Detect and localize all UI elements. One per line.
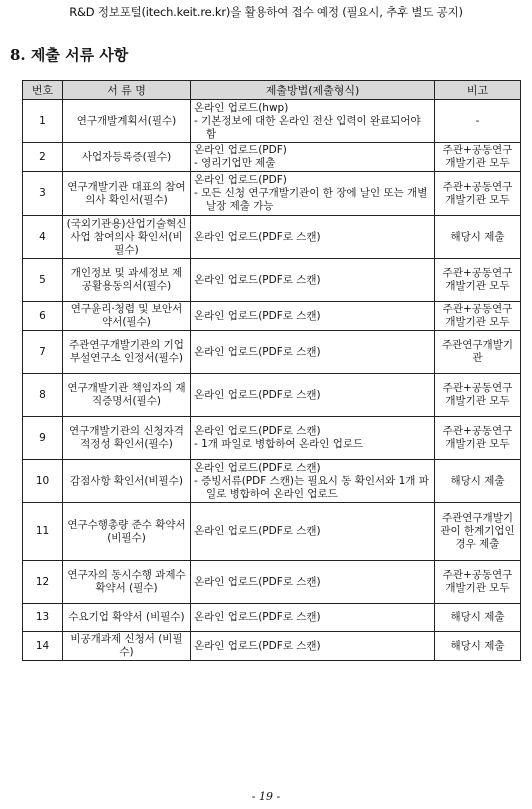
method-detail: - 증빙서류(PDF 스캔)는 필요시 동 확인서와 1개 파일로 병합하여 온라인 업로드 — [194, 474, 429, 500]
row-number: 2 — [23, 143, 63, 172]
table-row — [23, 100, 521, 143]
document-name: 개인정보 및 과세정보 제공활용동의서(필수) — [63, 259, 191, 302]
remarks: 주관+공동연구개발기관 모두 — [435, 259, 521, 302]
document-name: 연구개발계획서(필수) — [63, 100, 191, 143]
submission-method — [191, 503, 435, 561]
submission-method — [191, 331, 435, 374]
row-number: 10 — [23, 460, 63, 503]
submission-method — [191, 374, 435, 417]
submission-method — [191, 632, 435, 661]
table-row — [23, 216, 521, 259]
header-remarks: 비고 — [435, 81, 521, 100]
submission-method — [191, 100, 435, 143]
table-row — [23, 632, 521, 661]
method-main: 온라인 업로드(PDF로 스캔) — [194, 230, 321, 243]
table-header-row — [23, 81, 521, 100]
submission-method — [191, 561, 435, 604]
remarks: 해당시 제출 — [435, 460, 521, 503]
remarks: 주관연구개발기관이 한계기업인 경우 제출 — [435, 503, 521, 561]
document-name: 연구개발기관 책임자의 재직증명서(필수) — [63, 374, 191, 417]
table-row — [23, 561, 521, 604]
method-main: 온라인 업로드(PDF로 스캔) — [194, 388, 321, 401]
row-number: 7 — [23, 331, 63, 374]
row-number: 9 — [23, 417, 63, 460]
remarks: - — [435, 100, 521, 143]
method-main: 온라인 업로드(hwp) — [194, 101, 289, 114]
document-name: 비공개과제 신청서 (비필수) — [63, 632, 191, 661]
method-main: 온라인 업로드(PDF로 스캔) — [194, 611, 321, 623]
remarks: 주관+공동연구개발기관 모두 — [435, 143, 521, 172]
table-row — [23, 417, 521, 460]
submission-method — [191, 259, 435, 302]
remarks: 주관+공동연구개발기관 모두 — [435, 302, 521, 331]
document-name: 사업자등록증(필수) — [63, 143, 191, 172]
remarks: 주관+공동연구개발기관 모두 — [435, 561, 521, 604]
submission-method — [191, 460, 435, 503]
document-name: 수요기업 확약서 (비필수) — [63, 604, 191, 632]
document-name: 연구수행총량 준수 확약서(비필수) — [63, 503, 191, 561]
method-detail: - 모든 신청 연구개발기관이 한 장에 날인 또는 개별 날장 제출 가능 — [194, 187, 428, 212]
row-number: 11 — [23, 503, 63, 561]
remarks: 해당시 제출 — [435, 604, 521, 632]
document-name: 연구윤리·청렴 및 보안서약서(필수) — [63, 302, 191, 331]
row-number: 4 — [23, 216, 63, 259]
method-main: 온라인 업로드(PDF로 스캔) — [194, 345, 321, 358]
top-note: R&D 정보포털(itech.keit.re.kr)을 활용하여 접수 예정 (필요시, 추후 별도 공지) — [69, 5, 463, 19]
submission-method — [191, 302, 435, 331]
row-number: 5 — [23, 259, 63, 302]
method-detail: - 1개 파일로 병합하여 온라인 업로드 — [194, 438, 364, 450]
table-row — [23, 143, 521, 172]
document-name: (국외기관용)산업기술혁신사업 참여의사 확인서(비필수) — [63, 216, 191, 259]
table-row — [23, 460, 521, 503]
header-document-name: 서 류 명 — [63, 81, 191, 100]
document-name: 연구개발기관 대표의 참여의사 확인서(필수) — [63, 172, 191, 216]
section-title: 8. 제출 서류 사항 — [10, 46, 129, 64]
row-number: 3 — [23, 172, 63, 216]
method-main: 온라인 업로드(PDF로 스캔) — [194, 639, 321, 652]
submission-method — [191, 216, 435, 259]
header-number: 번호 — [23, 81, 63, 100]
table-row — [23, 302, 521, 331]
table-row — [23, 374, 521, 417]
method-main: 온라인 업로드(PDF) — [194, 144, 287, 156]
remarks: 해당시 제출 — [435, 216, 521, 259]
remarks: 해당시 제출 — [435, 632, 521, 661]
header-submission-method: 제출방법(제출형식) — [191, 81, 435, 100]
table-row — [23, 331, 521, 374]
row-number: 12 — [23, 561, 63, 604]
method-detail: - 영리기업만 제출 — [194, 157, 276, 169]
table-row — [23, 259, 521, 302]
row-number: 1 — [23, 100, 63, 143]
row-number: 13 — [23, 604, 63, 632]
submission-method — [191, 143, 435, 172]
table-row — [23, 172, 521, 216]
remarks: 주관+공동연구개발기관 모두 — [435, 374, 521, 417]
method-main: 온라인 업로드(PDF로 스캔) — [194, 525, 321, 537]
remarks: 주관연구개발기관 — [435, 331, 521, 374]
document-name: 주관연구개발기관의 기업부설연구소 인정서(필수) — [63, 331, 191, 374]
table-row — [23, 503, 521, 561]
document-name: 연구개발기관의 신청자격 적정성 확인서(필수) — [63, 417, 191, 460]
remarks: 주관+공동연구개발기관 모두 — [435, 172, 521, 216]
submission-method — [191, 604, 435, 632]
row-number: 14 — [23, 632, 63, 661]
method-main: 온라인 업로드(PDF로 스캔) — [194, 461, 321, 474]
row-number: 8 — [23, 374, 63, 417]
table-row — [23, 604, 521, 632]
page-number: - 19 - — [251, 790, 281, 803]
document-name: 감점사항 확인서(비필수) — [63, 460, 191, 503]
method-detail: - 기본정보에 대한 온라인 전산 입력이 완료되어야 함 — [194, 114, 421, 140]
method-main: 온라인 업로드(PDF로 스캔) — [194, 575, 321, 588]
row-number: 6 — [23, 302, 63, 331]
submission-method — [191, 172, 435, 216]
method-main: 온라인 업로드(PDF로 스캔) — [194, 425, 321, 437]
document-name: 연구자의 동시수행 과제수 확약서 (필수) — [63, 561, 191, 604]
remarks: 주관+공동연구개발기관 모두 — [435, 417, 521, 460]
submission-method — [191, 417, 435, 460]
submission-documents-table — [22, 80, 521, 661]
method-main: 온라인 업로드(PDF로 스캔) — [194, 273, 321, 286]
method-main: 온라인 업로드(PDF) — [194, 174, 287, 186]
method-main: 온라인 업로드(PDF로 스캔) — [194, 309, 321, 322]
